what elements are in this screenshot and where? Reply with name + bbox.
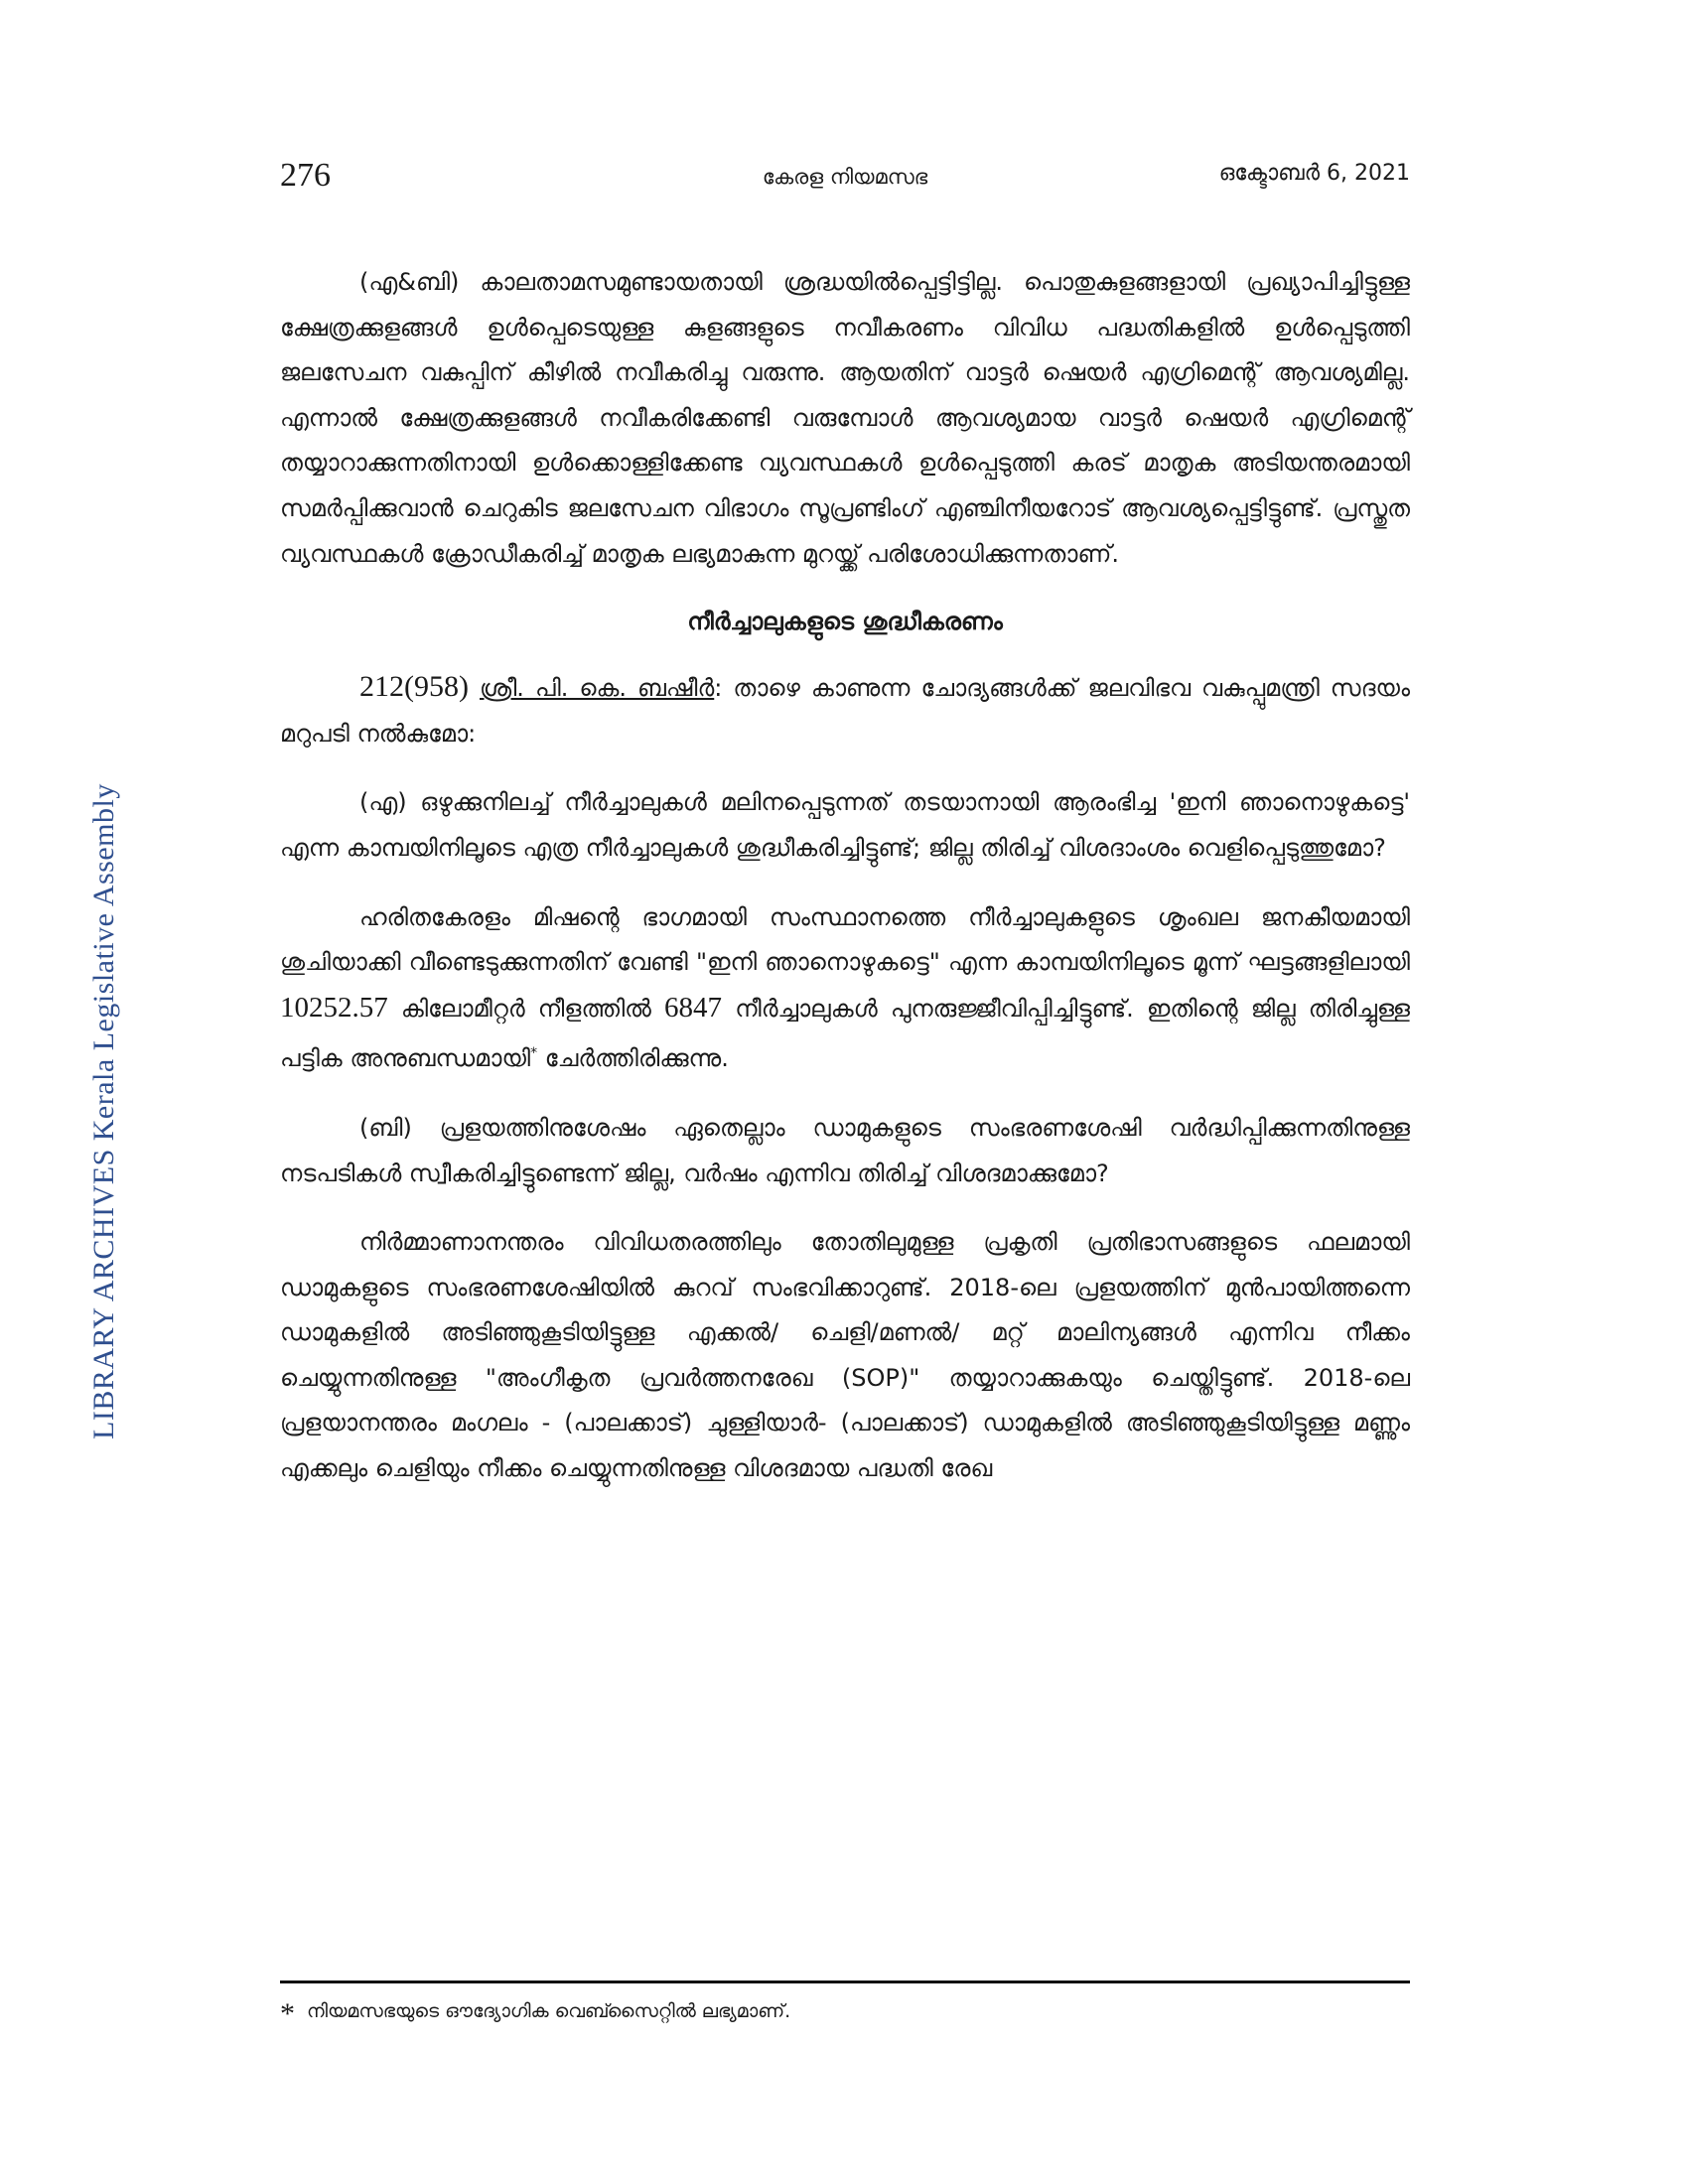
answer-a-text-4: ചേർത്തിരിക്കുന്നു. (537, 1044, 729, 1073)
answer-a-km: 10252.57 (280, 991, 388, 1024)
answer-paragraph-ab: (എ&ബി) കാലതാമസമുണ്ടായതായി ശ്രദ്ധയിൽപ്പെട്ടിട്ടില്ല. പൊതുകുളങ്ങളായി പ്രഖ്യാപിച്ചിട്ടുള്ള ക്ഷേത്രക്കുളങ്ങൾ ഉൾപ്പെടെയുള്ള കുളങ്ങളുടെ നവീകരണം വിവിധ പദ്ധതികളിൽ ഉൾപ്പെടുത്തി ജലസേചന വകുപ്പിന് കീഴിൽ നവീകരിച്ചു വരുന്നു. ആയതിന് വാട്ടർ ഷെയർ എഗ്രിമെന്റ് ആവശ്യമില്ല. എന്നാൽ ക്ഷേത്രക്കുളങ്ങൾ നവീകരിക്കേണ്ടി വരുമ്പോൾ ആവശ്യമായ വാട്ടർ ഷെയർ എഗ്രിമെന്റ് തയ്യാറാക്കുന്നതിനായി ഉൾക്കൊള്ളിക്കേണ്ട വ്യവസ്ഥകൾ ഉൾപ്പെടുത്തി കരട് മാതൃക അടിയന്തരമായി സമർപ്പിക്കുവാൻ ചെറുകിട ജലസേചന വിഭാഗം സൂപ്രണ്ടിംഗ് എഞ്ചിനീയറോട് ആവശ്യപ്പെട്ടിട്ടുണ്ട്. പ്രസ്തുത വ്യവസ്ഥകൾ ക്രോഡീകരിച്ച് മാതൃക ലഭ്യമാകുന്ന മുറയ്ക്ക് പരിശോധിക്കുന്നതാണ്. (280, 268, 1410, 568)
answer-a-text-1: ഹരിതകേരളം മിഷന്റെ ഭാഗമായി സംസ്ഥാനത്തെ നീർച്ചാലുകളുടെ ശൃംഖല ജനകീയമായി ശുചിയാക്കി വീണ്ടെടുക്കുന്നതിന് വേണ്ടി "ഇനി ഞാനൊഴുകട്ടെ" എന്ന കാമ്പയിനിലൂടെ മൂന്ന് ഘട്ടങ്ങളിലായി (280, 902, 1410, 977)
running-title: കേരള നിയമസഭ (762, 165, 928, 189)
page-header (280, 157, 1410, 206)
page-number: 276 (280, 157, 331, 194)
question-intro-text: : താഴെ കാണുന്ന ചോദ്യങ്ങൾക്ക് ജലവിഭവ വകുപ്പുമന്ത്രി സദയം മറുപടി നൽകുമോ: (280, 674, 1410, 748)
question-a-end: മോ? (1334, 833, 1386, 862)
footnote-text: നിയമസഭയുടെ ഔദ്യോഗിക വെബ്സൈറ്റിൽ ലഭ്യമാണ്. (307, 2000, 791, 2022)
running-date: ഒക്ടോബർ 6, 2021 (1218, 161, 1410, 186)
answer-b: നിർമ്മാണാനന്തരം വിവിധതരത്തിലും തോതിലുമുള്ള പ്രകൃതി പ്രതിഭാസങ്ങളുടെ ഫലമായി ഡാമുകളുടെ സംഭരണശേഷിയിൽ കുറവ് സംഭവിക്കാറുണ്ട്. 2018-ലെ പ്രളയത്തിന് മുൻപായിത്തന്നെ ഡാമുകളിൽ അടിഞ്ഞുകൂടിയിട്ടുള്ള എക്കൽ/ ചെളി/മണൽ/ മറ്റ് മാലിന്യങ്ങൾ എന്നിവ നീക്കം ചെയ്യുന്നതിനുള്ള "അംഗീകൃത പ്രവർത്തനരേഖ (SOP)" തയ്യാറാക്കുകയും ചെയ്തിട്ടുണ്ട്. 2018-ലെ പ്രളയാനന്തരം മംഗലം - (പാലക്കാട്) ചുള്ളിയാർ- (പാലക്കാട്) ഡാമുകളിൽ അടിഞ്ഞുകൂടിയിട്ടുള്ള മണ്ണും എക്കലും ചെളിയും നീക്കം ചെയ്യുന്നതിനുള്ള വിശദമായ പദ്ധതി രേഖ (280, 1228, 1410, 1483)
answer-a-text-2: കിലോമീറ്റർ നീളത്തിൽ (387, 994, 665, 1023)
question-a-underlined: ത്തു (1298, 833, 1335, 862)
footnote-marker: * (280, 1997, 295, 2030)
question-a-text: (എ) ഒഴുക്കുനിലച്ച് നീർച്ചാലുകൾ മലിനപ്പെടുന്നത് തടയാനായി ആരംഭിച്ച 'ഇനി ഞാനൊഴുകട്ടെ' എന്ന കാമ്പയിനിലൂടെ എത്ര നീർച്ചാലുകൾ ശുദ്ധീകരിച്ചിട്ടുണ്ട്; ജില്ല തിരിച്ച് വിശദാംശം വെളിപ്പെടു (280, 788, 1410, 862)
footnote-divider (280, 1980, 1410, 1983)
answer-a-count: 6847 (664, 991, 723, 1024)
document-body (280, 260, 1410, 1516)
footnote (280, 1997, 1410, 2031)
answer-a (280, 895, 1410, 1082)
footnote-marker-ref: * (530, 1045, 538, 1062)
question-intro (280, 664, 1410, 756)
member-name: ശ്രീ. പി. കെ. ബഷീർ (480, 674, 715, 703)
question-number: 212(958) (359, 670, 469, 704)
archive-watermark: LIBRARY ARCHIVES Kerala Legislative Assembly (87, 783, 120, 1439)
section-heading: നീർച്ചാലുകളുടെ ശുദ്ധീകരണം (687, 608, 1003, 636)
question-a (280, 780, 1410, 871)
question-b: (ബി) പ്രളയത്തിനുശേഷം ഏതെല്ലാം ഡാമുകളുടെ സംഭരണശേഷി വർദ്ധിപ്പിക്കുന്നതിനുള്ള നടപടികൾ സ്വീകരിച്ചിട്ടുണ്ടെന്ന് ജില്ല, വർഷം എന്നിവ തിരിച്ച് വിശദമാക്കുമോ? (280, 1113, 1410, 1187)
answer-a-text-3: നീർച്ചാലുകൾ പുനരുജ്ജീവിപ്പിച്ചിട്ടുണ്ട്. ഇതിന്റെ ജില്ല തിരിച്ചുള്ള പട്ടിക അനുബന്ധമായി (280, 994, 1410, 1073)
